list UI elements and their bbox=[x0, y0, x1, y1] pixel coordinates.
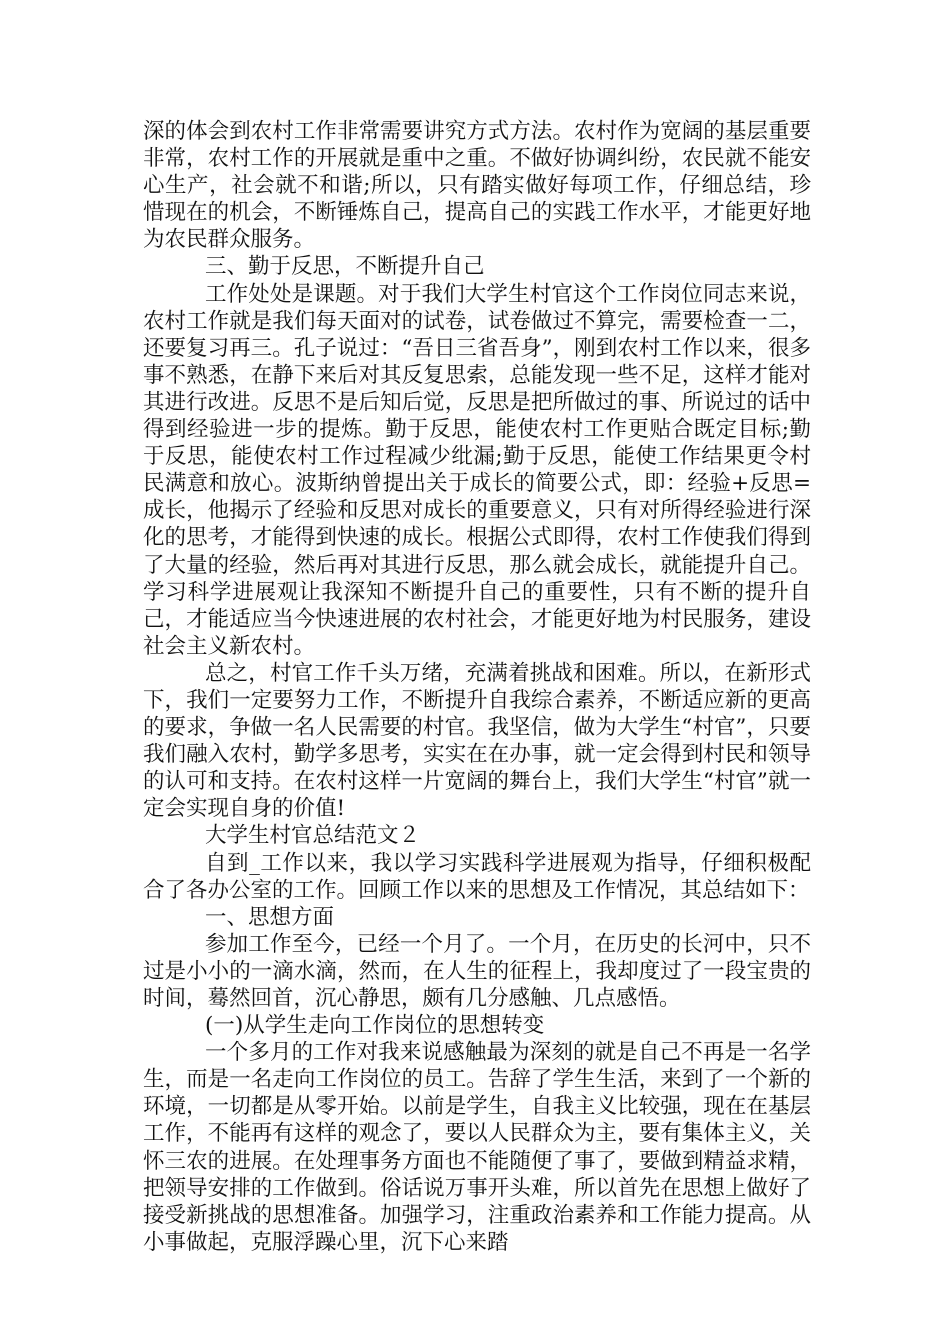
subsection-heading-transition: (一)从学生走向工作岗位的思想转变 bbox=[205, 1013, 545, 1039]
article-title-2: 大学生村官总结范文２ bbox=[205, 823, 421, 849]
paragraph-reflection: 工作处处是课题。对于我们大学生村官这个工作岗位同志来说，农村工作就是我们每天面对的试卷，试卷做过不算完，需要检查一二，还要复习再三。孔子说过：“吾日三省吾身”，刚到农村工作以来，很多事不熟悉，在静下来后对其反复思索，总能发现一些不足，这样才能对其进行改进。反思不是后知后觉，反思是把所做过的事、所说过的话中得到经验进一步的提炼。勤于反思，能使农村工作更贴合既定目标;勤于反思，能使农村工作过程减少纰漏;勤于反思，能使工作结果更令村民满意和放心。波斯纳曾提出关于成长的简要公式，即：经验+反思=成长，他揭示了经验和反思对成长的重要意义，只有对所得经验进行深化的思考，才能得到快速的成长。根据公式即得，农村工作使我们得到了大量的经验，然后再对其进行反思，那么就会成长，就能提升自己。学习科学进展观让我深知不断提升自己的重要性，只有不断的提升自己，才能适应当今快速进展的农村社会，才能更好地为村民服务，建设社会主义新农村。 bbox=[143, 281, 811, 659]
paragraph-continued: 深的体会到农村工作非常需要讲究方式方法。农村作为宽阔的基层重要非常，农村工作的开展就是重中之重。不做好协调纠纷，农民就不能安心生产，社会就不和谐;所以，只有踏实做好每项工作，仔细总结，珍惜现在的机会，不断锤炼自己，提高自己的实践工作水平，才能更好地为农民群众服务。 bbox=[143, 119, 811, 253]
paragraph-transition: 一个多月的工作对我来说感触最为深刻的就是自己不再是一名学生，而是一名走向工作岗位的员工。告辞了学生生活，来到了一个新的环境，一切都是从零开始。以前是学生，自我主义比较强，现在在基层工作，不能再有这样的观念了，要以人民群众为主，要有集体主义，关怀三农的进展。在处理事务方面也不能随便了事了，要做到精益求精，把领导安排的工作做到。俗话说万事开头难，所以首先在思想上做好了接受新挑战的思想准备。加强学习，注重政治素养和工作能力提高。从小事做起，克服浮躁心里，沉下心来踏 bbox=[143, 1040, 811, 1255]
paragraph-thought: 参加工作至今，已经一个月了。一个月，在历史的长河中，只不过是小小的一滴水滴，然而，在人生的征程上，我却度过了一段宝贵的时间，蓦然回首，沉心静思，颇有几分感触、几点感悟。 bbox=[143, 931, 811, 1011]
section-heading-reflection: 三、勤于反思，不断提升自己 bbox=[205, 254, 485, 280]
paragraph-intro: 自到_工作以来，我以学习实践科学进展观为指导，仔细积极配合了各办公室的工作。回顾工作以来的思想及工作情况，其总结如下： bbox=[143, 850, 811, 903]
section-heading-thought: 一、思想方面 bbox=[205, 904, 335, 930]
paragraph-conclusion: 总之，村官工作千头万绪，充满着挑战和困难。所以，在新形式下，我们一定要努力工作，不断提升自我综合素养，不断适应新的更高的要求，争做一名人民需要的村官。我坚信，做为大学生“村官”，只要我们融入农村，勤学多思考，实实在在办事，就一定会得到村民和领导的认可和支持。在农村这样一片宽阔的舞台上，我们大学生“村官”就一定会实现自身的价值! bbox=[143, 660, 811, 822]
document-body bbox=[143, 118, 811, 1256]
